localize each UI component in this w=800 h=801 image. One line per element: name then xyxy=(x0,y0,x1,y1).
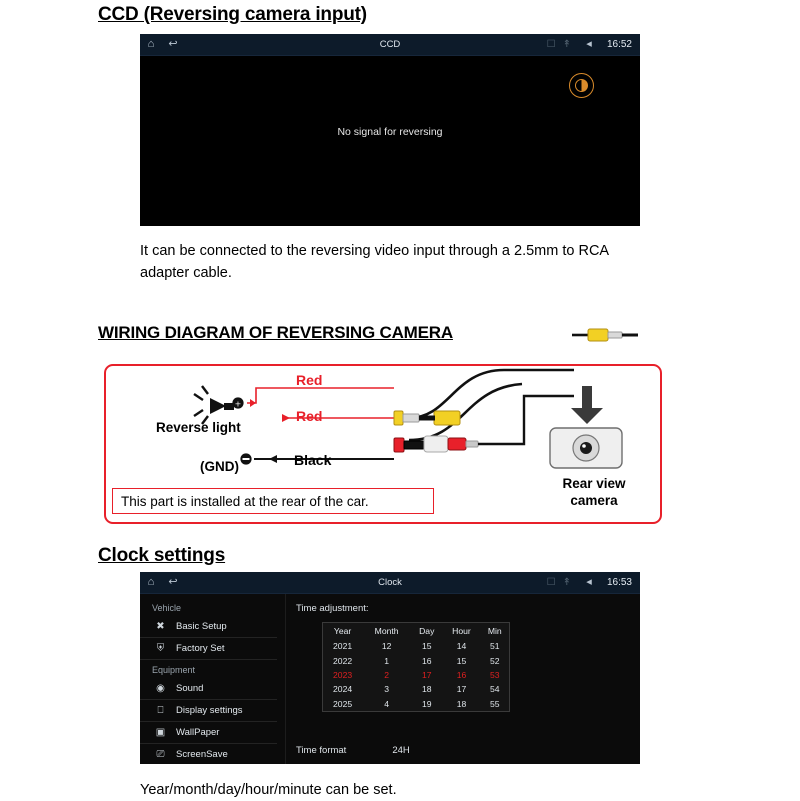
camera-connection-arrow xyxy=(571,386,603,424)
cell-hour[interactable]: 14 xyxy=(456,641,467,652)
sidebar-item-label: Factory Set xyxy=(176,643,225,654)
table-row[interactable] xyxy=(323,697,509,711)
screenshot-icon[interactable]: ☐ xyxy=(546,577,556,588)
factory-icon: ⛨ xyxy=(156,643,165,654)
table-row[interactable] xyxy=(323,682,509,696)
page-title-ccd: CCD (Reversing camera input) xyxy=(98,4,367,25)
volume-icon[interactable]: ◂ xyxy=(586,38,592,50)
cell-min[interactable]: 55 xyxy=(490,698,500,709)
signal-icon: ↟ xyxy=(562,577,571,588)
time-format-row[interactable] xyxy=(296,745,596,756)
sidebar-item-screensave[interactable] xyxy=(140,744,277,764)
cell-year[interactable]: 2025 xyxy=(333,698,353,709)
display-icon: ⎕ xyxy=(157,705,164,716)
back-arrow-icon[interactable]: ↩ xyxy=(168,576,178,588)
cell-month[interactable]: 1 xyxy=(384,655,389,666)
table-row-selected[interactable] xyxy=(323,668,509,682)
brightness-icon[interactable] xyxy=(569,73,594,98)
clock-status-bar xyxy=(140,572,640,594)
settings-sidebar xyxy=(140,594,286,764)
rear-view-camera-icon xyxy=(550,428,622,468)
cell-day[interactable]: 15 xyxy=(421,641,432,652)
column-header-day: Day xyxy=(419,626,435,636)
time-adjustment-label: Time adjustment: xyxy=(296,603,369,614)
wrench-icon: ✖ xyxy=(156,621,165,632)
label-reverse-light: Reverse light xyxy=(156,420,241,435)
svg-text:+: + xyxy=(234,399,242,409)
ccd-screen-title: CCD xyxy=(379,39,401,50)
screenshot-icon[interactable]: ☐ xyxy=(546,39,556,50)
column-header-month: Month xyxy=(374,626,399,636)
sidebar-item-label: Display settings xyxy=(176,705,243,716)
cell-year[interactable]: 2021 xyxy=(333,641,353,652)
page-title-wiring: WIRING DIAGRAM OF REVERSING CAMERA xyxy=(98,323,453,342)
cell-month[interactable]: 3 xyxy=(384,684,389,695)
signal-icon: ↟ xyxy=(562,39,571,50)
cell-year[interactable]: 2024 xyxy=(333,684,353,695)
sidebar-item-factory-set[interactable] xyxy=(140,638,277,660)
sidebar-item-basic-setup[interactable] xyxy=(140,616,277,638)
table-row[interactable] xyxy=(323,653,509,667)
ccd-description-paragraph: It can be connected to the reversing video input through a 2.5mm to RCA adapter cable. xyxy=(140,243,609,282)
ccd-device-screen xyxy=(140,34,640,226)
cell-min[interactable]: 51 xyxy=(490,641,500,652)
volume-icon[interactable]: ◂ xyxy=(586,576,592,588)
cell-month[interactable]: 12 xyxy=(381,641,392,652)
red-white-rca-connector-pair xyxy=(394,436,478,452)
back-arrow-icon[interactable]: ↩ xyxy=(168,38,178,50)
installation-note xyxy=(112,488,434,514)
cell-year[interactable]: 2023 xyxy=(333,669,353,680)
sidebar-item-wallpaper[interactable] xyxy=(140,722,277,744)
screensave-icon: ⎚ xyxy=(156,749,165,760)
ccd-status-bar xyxy=(140,34,640,56)
column-header-hour: Hour xyxy=(452,626,471,636)
table-header-row xyxy=(323,623,509,639)
cell-hour[interactable]: 16 xyxy=(456,669,467,680)
sidebar-item-display-settings[interactable] xyxy=(140,700,277,722)
cell-hour[interactable]: 17 xyxy=(456,684,467,695)
home-icon[interactable]: ⌂ xyxy=(147,38,155,50)
sound-icon: ◉ xyxy=(156,683,165,694)
column-header-year: Year xyxy=(333,626,352,636)
cell-month[interactable]: 2 xyxy=(384,669,389,680)
clock-status-clock: 16:53 xyxy=(606,577,632,588)
cell-day[interactable]: 19 xyxy=(421,698,432,709)
label-red-top: Red xyxy=(296,372,323,388)
label-gnd: (GND) xyxy=(200,459,239,474)
clock-screen-title: Clock xyxy=(378,577,402,588)
cell-month[interactable]: 4 xyxy=(384,698,389,709)
sidebar-group-vehicle: Vehicle xyxy=(152,603,182,613)
cell-day[interactable]: 18 xyxy=(421,684,432,695)
label-black: Black xyxy=(294,452,332,468)
rca-plug-icon xyxy=(572,326,642,344)
time-format-label: Time format xyxy=(296,745,347,756)
cell-min[interactable]: 53 xyxy=(490,669,500,680)
installation-note-text: This part is installed at the rear of the car. xyxy=(121,493,369,509)
time-format-value[interactable]: 24H xyxy=(392,745,410,756)
home-icon[interactable]: ⌂ xyxy=(147,576,155,588)
cell-min[interactable]: 52 xyxy=(490,655,500,666)
no-signal-message: No signal for reversing xyxy=(337,126,443,138)
label-red-bottom: Red xyxy=(296,408,323,424)
cell-hour[interactable]: 18 xyxy=(456,698,467,709)
sidebar-item-sound[interactable] xyxy=(140,678,277,700)
cell-hour[interactable]: 15 xyxy=(456,655,467,666)
ccd-status-clock: 16:52 xyxy=(606,39,632,50)
sidebar-group-equipment: Equipment xyxy=(152,665,196,675)
cell-day[interactable]: 17 xyxy=(421,669,432,680)
clock-device-screen xyxy=(140,572,640,764)
sidebar-item-label: WallPaper xyxy=(176,727,220,738)
wiring-diagram xyxy=(104,358,670,530)
cell-day[interactable]: 16 xyxy=(421,655,432,666)
label-rear-view-camera: Rear view camera xyxy=(562,476,626,508)
time-picker-table[interactable] xyxy=(322,622,510,712)
column-header-min: Min xyxy=(487,626,502,636)
sidebar-item-label: Basic Setup xyxy=(176,621,227,632)
sidebar-item-label: Sound xyxy=(176,683,204,694)
table-row[interactable] xyxy=(323,639,509,653)
wallpaper-icon: ▣ xyxy=(155,727,166,738)
time-adjustment-panel xyxy=(286,594,640,764)
page-title-clock: Clock settings xyxy=(98,545,226,566)
cell-min[interactable]: 54 xyxy=(490,684,500,695)
sidebar-item-label: ScreenSave xyxy=(176,749,228,760)
cell-year[interactable]: 2022 xyxy=(333,655,353,666)
ccd-video-area xyxy=(140,56,640,226)
clock-description-paragraph: Year/month/day/hour/minute can be set. xyxy=(140,782,397,798)
